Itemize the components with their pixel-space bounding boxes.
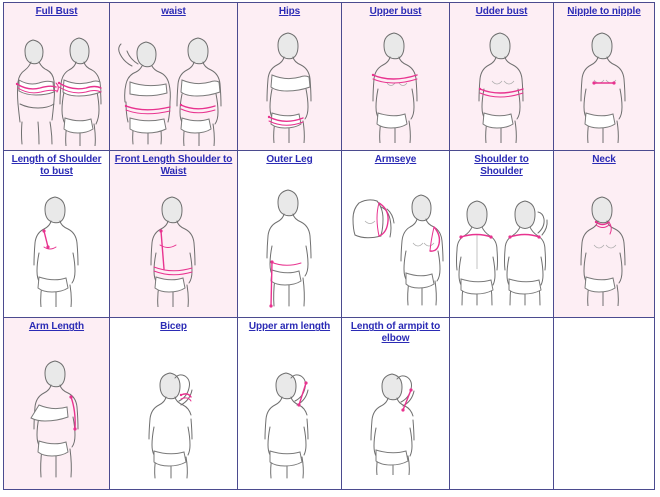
cell-label: Shoulder to Shoulder	[474, 153, 529, 177]
figure-two-figures-waist	[110, 23, 237, 150]
figure-single-figure-upper-arm-length	[238, 346, 341, 489]
cell-nipple-to-nipple	[554, 3, 655, 151]
cell-label: Neck	[592, 153, 616, 165]
cell-outer-leg	[238, 151, 342, 319]
cell-armseye	[342, 151, 450, 319]
cell-label: Udder bust	[475, 6, 528, 17]
cell-upper-bust	[342, 3, 450, 151]
cell-label: Upper bust	[369, 6, 422, 17]
cell-upper-arm-length	[238, 318, 342, 490]
cell-shoulder-to-bust	[4, 151, 110, 319]
chart-row	[4, 3, 655, 151]
cell-neck	[554, 151, 655, 319]
figure-single-figure-arm-length	[4, 346, 109, 489]
cell-waist	[110, 3, 238, 151]
cell-arm-length	[4, 318, 110, 490]
cell-label: waist	[161, 6, 186, 17]
chart-row	[4, 318, 655, 490]
cell-label: Nipple to nipple	[567, 6, 641, 17]
cell-label: Outer Leg	[266, 153, 313, 165]
cell-label: Length of Shoulder to bust	[11, 153, 102, 177]
cell-label: Upper arm length	[248, 321, 331, 333]
cell-armpit-to-elbow	[342, 318, 450, 490]
cell-label	[450, 318, 553, 321]
cell-label: Length of armpit to elbow	[350, 321, 441, 345]
cell-shoulder-to-waist	[110, 151, 238, 319]
cell-label: Front Length Shoulder to Waist	[114, 153, 233, 177]
cell-full-bust	[4, 3, 110, 151]
figure-single-figure-under-bust	[450, 19, 553, 150]
cell-under-bust	[450, 3, 554, 151]
cell-label: Armseye	[374, 153, 417, 165]
cell-label: Arm Length	[28, 321, 85, 333]
figure-single-figure-hips	[238, 19, 341, 150]
cell-bicep	[110, 318, 238, 490]
cell-empty-2	[554, 318, 655, 490]
figure-single-figure-nipple-to-nipple	[554, 19, 654, 150]
figure-single-figure-armpit-to-elbow	[342, 346, 449, 489]
cell-shoulder-to-shoulder	[450, 151, 554, 319]
cell-label: Hips	[278, 6, 301, 17]
cell-empty-1	[450, 318, 554, 490]
figure-two-figures-armseye	[342, 179, 449, 318]
cell-label: Full Bust	[35, 6, 78, 17]
cell-label	[554, 318, 654, 321]
measurement-grid	[3, 2, 655, 490]
figure-single-figure-bicep	[110, 346, 237, 489]
figure-single-figure-shoulder-to-waist	[110, 179, 237, 318]
chart-row	[4, 151, 655, 319]
cell-hips	[238, 3, 342, 151]
figure-two-figures-shoulder-to-shoulder	[450, 179, 553, 318]
figure-single-figure-outer-leg	[238, 179, 341, 318]
figure-two-figures-bust	[4, 23, 109, 150]
figure-single-figure-shoulder-to-bust	[4, 179, 109, 318]
figure-single-figure-upper-bust	[342, 19, 449, 150]
cell-label: Bicep	[160, 321, 187, 333]
figure-single-figure-neck	[554, 179, 654, 318]
